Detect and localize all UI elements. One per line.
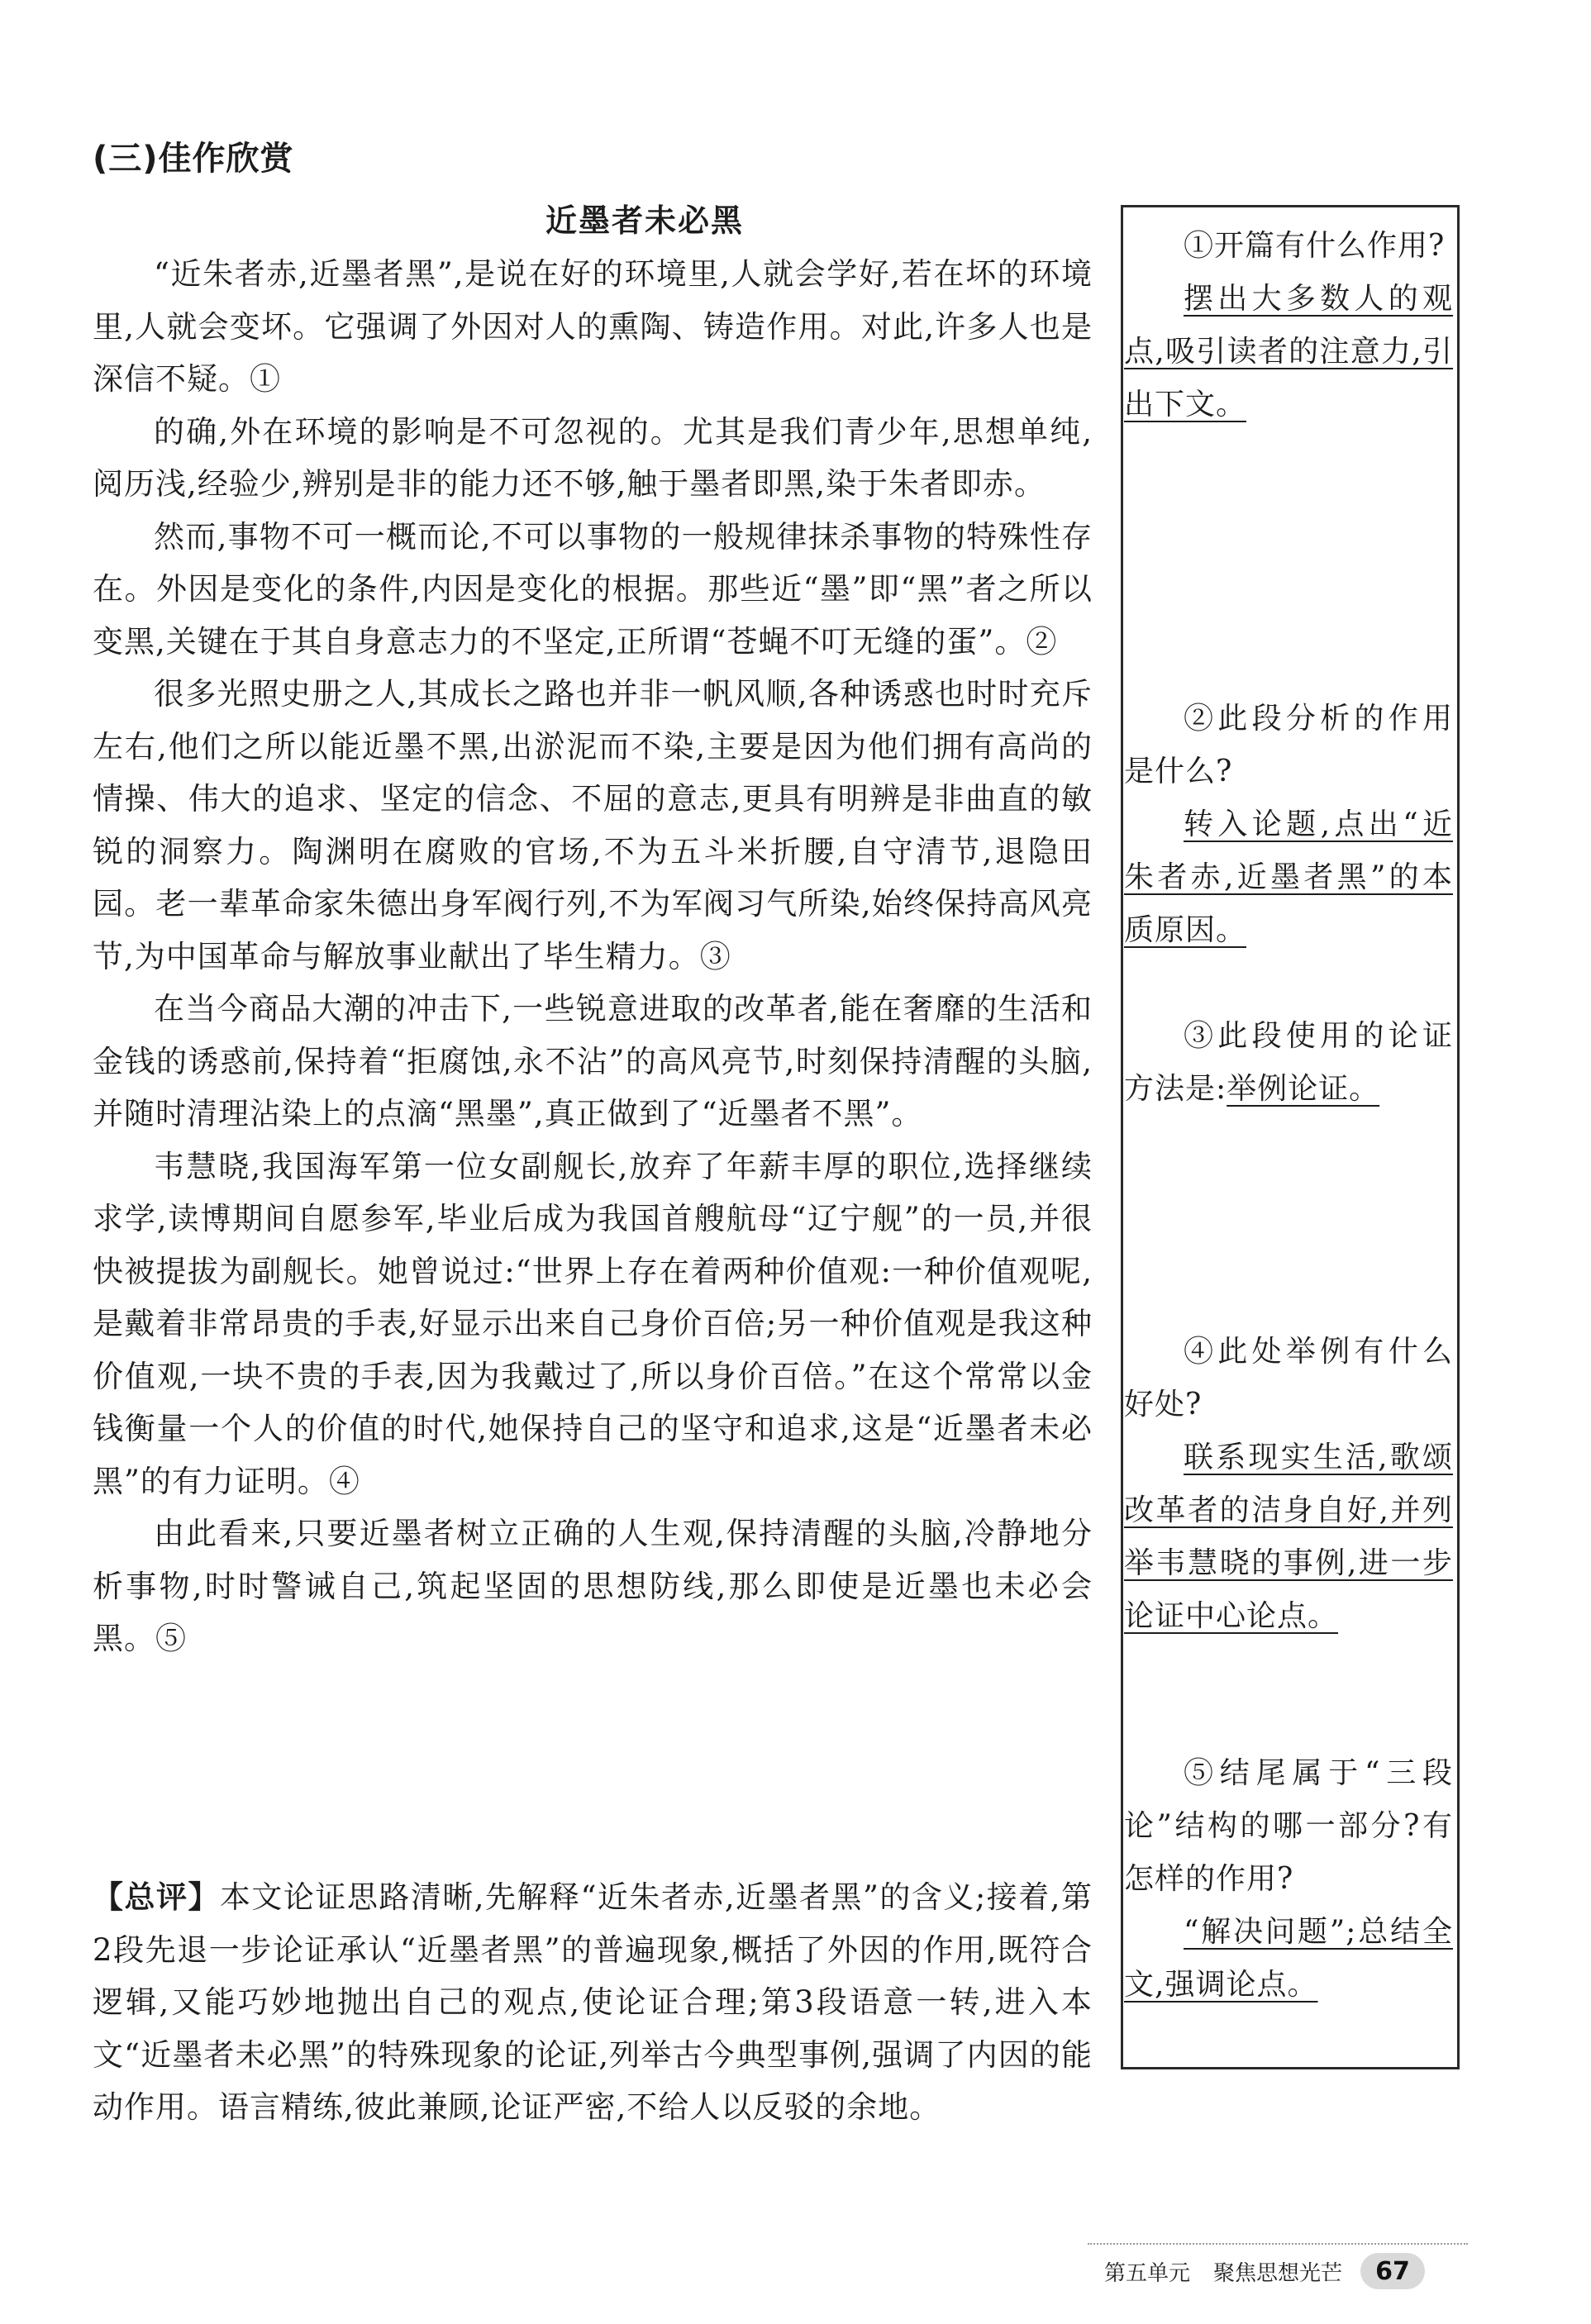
annotation-answer: 联系现实生活,歌颂改革者的洁身自好,并列举韦慧晓的事例,进一步论证中心论点。 [1124,1441,1453,1633]
annotation-question: ③此段使用的论证方法是:举例论证。 [1124,1019,1453,1106]
essay-paragraph: 然而,事物不可一概而论,不可以事物的一般规律抹杀事物的特殊性存在。外因是变化的条件,内因是变化的根据。那些近“墨”即“黑”者之所以变黑,关键在于其自身意志力的不坚定,正所谓“苍蝇不叮无缝的蛋”。② [93,518,1093,660]
essay-paragraph: 韦慧晓,我国海军第一位女副舰长,放弃了年薪丰厚的职位,选择继续求学,读博期间自愿参军,毕业后成为我国首艘航母“辽宁舰”的一员,并很快被提拔为副舰长。她曾说过:“世界上存在着两种价值观:一种价值观呢,是戴着非常昂贵的手表,好显示出来自己身价百倍;另一种价值观是我这种价值观,一块不贵的手表,因为我戴过了,所以身价百倍。”在这个常常以金钱衡量一个人的价值的时代,她保持自己的坚守和追求,这是“近墨者未必黑”的有力证明。④ [93,1148,1093,1499]
footer-unit: 第五单元 [1104,2260,1191,2286]
annotation-answer: 摆出大多数人的观点,吸引读者的注意力,引出下文。 [1124,282,1453,421]
essay-body [93,248,1093,1665]
annotation-note-4 [1124,1326,1453,1643]
annotation-note-5 [1124,1747,1453,2012]
essay-paragraph: 在当今商品大潮的冲击下,一些锐意进取的改革者,能在奢靡的生活和金钱的诱惑前,保持着“拒腐蚀,永不沾”的高风亮节,时刻保持清醒的头脑,并随时清理沾染上的点滴“黑墨”,真正做到了“近墨者不黑”。 [93,991,1093,1131]
annotation-note-2 [1124,693,1453,957]
essay-paragraph: 很多光照史册之人,其成长之路也并非一帆风顺,各种诱惑也时时充斥左右,他们之所以能近墨不黑,出淤泥而不染,主要是因为他们拥有高尚的情操、伟大的追求、坚定的信念、不屈的意志,更具有明辨是非曲直的敏锐的洞察力。陶渊明在腐败的官场,不为五斗米折腰,自守清节,退隐田园。老一辈革命家朱德出身军阀行列,不为军阀习气所染,始终保持高风亮节,为中国革命与解放事业献出了毕生精力。③ [93,676,1093,974]
page-number: 67 [1360,2253,1425,2289]
page-footer [1104,2253,1425,2289]
footer-divider [1088,2243,1468,2245]
annotation-note-3 [1124,1010,1453,1116]
section-heading: (三)佳作欣赏 [93,140,294,178]
footer-theme: 聚焦思想光芒 [1213,2260,1343,2286]
annotation-question: ④此处举例有什么好处? [1124,1335,1453,1422]
essay-paragraph: 由此看来,只要近墨者树立正确的人生观,保持清醒的头脑,冷静地分析事物,时时警诫自己,筑起坚固的思想防线,那么即使是近墨也未必会黑。⑤ [93,1516,1093,1656]
annotation-note-1 [1124,220,1453,431]
annotation-question: ①开篇有什么作用? [1184,229,1446,263]
essay-paragraph: “近朱者赤,近墨者黑”,是说在好的环境里,人就会学好,若在坏的环境里,人就会变坏。它强调了外因对人的熏陶、铸造作用。对此,许多人也是深信不疑。① [93,256,1093,397]
essay-paragraph: 的确,外在环境的影响是不可忽视的。尤其是我们青少年,思想单纯,阅历浅,经验少,辨别是非的能力还不够,触于墨者即黑,染于朱者即赤。 [93,413,1093,502]
annotation-question: ⑤结尾属于“三段论”结构的哪一部分?有怎样的作用? [1124,1756,1453,1896]
essay-title: 近墨者未必黑 [545,202,744,239]
review-tag: 【总评】 [93,1879,220,1915]
review [93,1871,1093,2134]
annotation-question: ②此段分析的作用是什么? [1124,702,1453,788]
annotation-answer: “解决问题”;总结全文,强调论点。 [1124,1915,1453,2002]
review-text: 本文论证思路清晰,先解释“近朱者赤,近墨者黑”的含义;接着,第2段先退一步论证承认“近墨者黑”的普遍现象,概括了外因的作用,既符合逻辑,又能巧妙地抛出自己的观点,使论证合理;第3段语意一转,进入本文“近墨者未必黑”的特殊现象的论证,列举古今典型事例,强调了内因的能动作用。语言精练,彼此兼顾,论证严密,不给人以反驳的余地。 [93,1879,1093,2125]
annotation-answer: 转入论题,点出“近朱者赤,近墨者黑”的本质原因。 [1124,807,1453,947]
